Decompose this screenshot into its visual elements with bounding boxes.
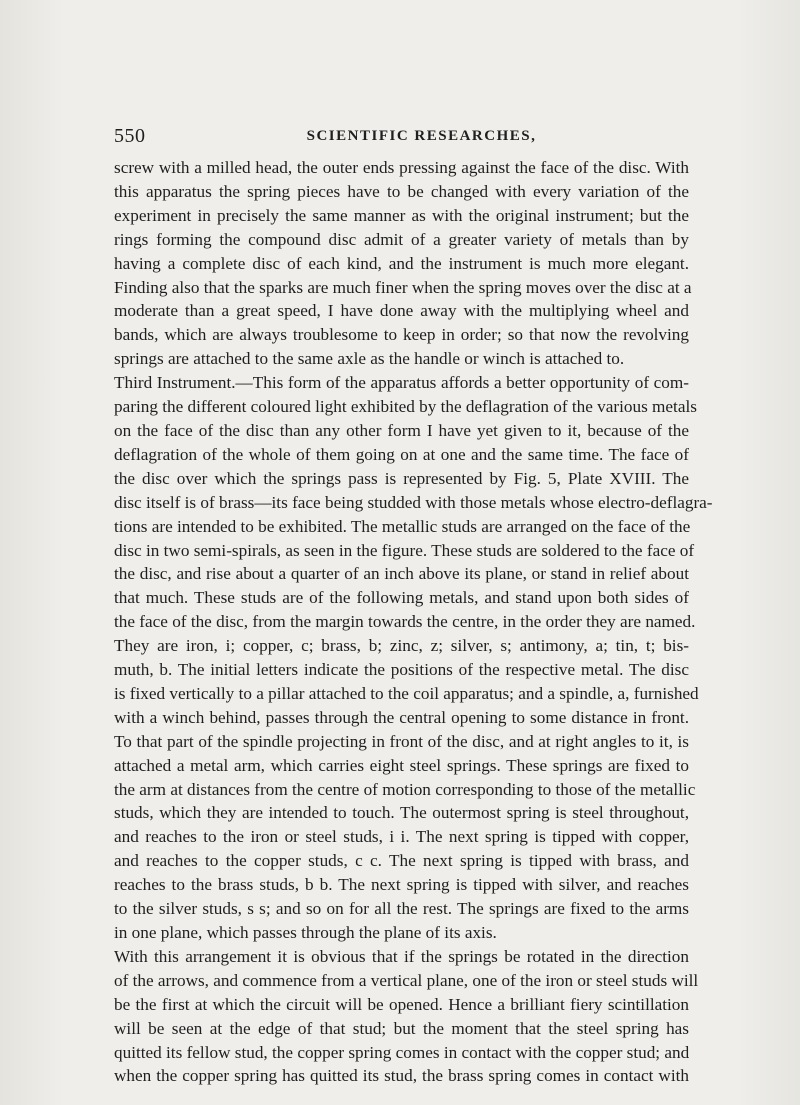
text-line: and reaches to the copper studs, c c. The next spring is tipped with brass, and bbox=[114, 851, 689, 871]
text-line: moderate than a great speed, I have done away with the multiplying wheel and bbox=[114, 301, 689, 321]
text-line: is fixed vertically to a pillar attached to the coil apparatus; and a spindle, a, furnished bbox=[114, 683, 699, 703]
text-line: screw with a milled head, the outer ends pressing against the face of the disc. With bbox=[114, 158, 689, 177]
text-line: springs are attached to the same axle as the handle or winch is attached to. bbox=[114, 349, 625, 369]
text-line: studs, which they are intended to touch. The outermost spring is steel throughout, bbox=[114, 803, 689, 823]
text-line: having a complete disc of each kind, and the instrument is much more elegant. bbox=[114, 253, 689, 273]
text-line: They are iron, i; copper, c; brass, b; zinc, z; silver, s; antimony, a; tin, t; bis- bbox=[114, 636, 689, 656]
text-line: Finding also that the sparks are much finer when the spring moves over the disc at a bbox=[114, 277, 692, 297]
running-title: SCIENTIFIC RESEARCHES, bbox=[306, 128, 537, 144]
text-line: Third Instrument.—This form of the apparatus affords a better opportunity of com- bbox=[114, 373, 689, 393]
page-header bbox=[114, 125, 689, 147]
text-line: disc in two semi-spirals, as seen in the figure. These studs are soldered to the face of bbox=[114, 540, 695, 560]
text-line: tions are intended to be exhibited. The metallic studs are arranged on the face of the bbox=[114, 516, 691, 536]
text-line: the arm at distances from the centre of motion corresponding to those of the metallic bbox=[114, 779, 696, 799]
text-line: in one plane, which passes through the plane of its axis. bbox=[114, 923, 497, 942]
text-line: with a winch behind, passes through the central opening to some distance in front. bbox=[114, 707, 689, 727]
text-line: reaches to the brass studs, b b. The next spring is tipped with silver, and reaches bbox=[114, 875, 689, 895]
text-line: the disc over which the springs pass is represented by Fig. 5, Plate XVIII. The bbox=[114, 468, 689, 488]
text-line: With this arrangement it is obvious that if the springs be rotated in the direction bbox=[114, 946, 689, 966]
text-line: deflagration of the whole of them going on at one and the same time. The face of bbox=[114, 444, 689, 464]
text-line: bands, which are always troublesome to keep in order; so that now the revolving bbox=[114, 325, 689, 345]
text-line: be the first at which the circuit will be opened. Hence a brilliant fiery scintillation bbox=[114, 994, 689, 1014]
text-line: when the copper spring has quitted its stud, the brass spring comes in contact with bbox=[114, 1066, 689, 1086]
text-line: of the arrows, and commence from a vertical plane, one of the iron or steel studs will bbox=[114, 970, 699, 990]
text-line: on the face of the disc than any other form I have yet given to it, because of the bbox=[114, 420, 689, 440]
text-line: the disc, and rise about a quarter of an inch above its plane, or stand in relief about bbox=[114, 564, 689, 584]
text-line: the face of the disc, from the margin towards the centre, in the order they are named. bbox=[114, 612, 696, 632]
text-line: disc itself is of brass—its face being studded with those metals whose electro-deflagra- bbox=[114, 492, 713, 512]
text-line: that much. These studs are of the following metals, and stand upon both sides of bbox=[114, 588, 689, 608]
body-text bbox=[114, 156, 713, 1088]
page-number: 550 bbox=[114, 125, 146, 147]
text-line: will be seen at the edge of that stud; but the moment that the steel spring has bbox=[114, 1018, 689, 1038]
text-line: this apparatus the spring pieces have to be changed with every variation of the bbox=[114, 181, 689, 201]
text-line: and reaches to the iron or steel studs, i i. The next spring is tipped with copper, bbox=[114, 827, 689, 847]
text-line: attached a metal arm, which carries eight steel springs. These springs are fixed to bbox=[114, 755, 689, 775]
text-line: quitted its fellow stud, the copper spring comes in contact with the copper stud; and bbox=[114, 1042, 690, 1062]
text-line: rings forming the compound disc admit of a greater variety of metals than by bbox=[114, 229, 689, 249]
text-line: to the silver studs, s s; and so on for all the rest. The springs are fixed to the arms bbox=[114, 899, 689, 919]
text-line: muth, b. The initial letters indicate the positions of the respective metal. The disc bbox=[114, 660, 689, 680]
text-line: To that part of the spindle projecting in front of the disc, and at right angles to it, is bbox=[114, 731, 689, 751]
text-line: experiment in precisely the same manner as with the original instrument; but the bbox=[114, 205, 689, 225]
text-line: paring the different coloured light exhibited by the deflagration of the various metals bbox=[114, 397, 697, 417]
